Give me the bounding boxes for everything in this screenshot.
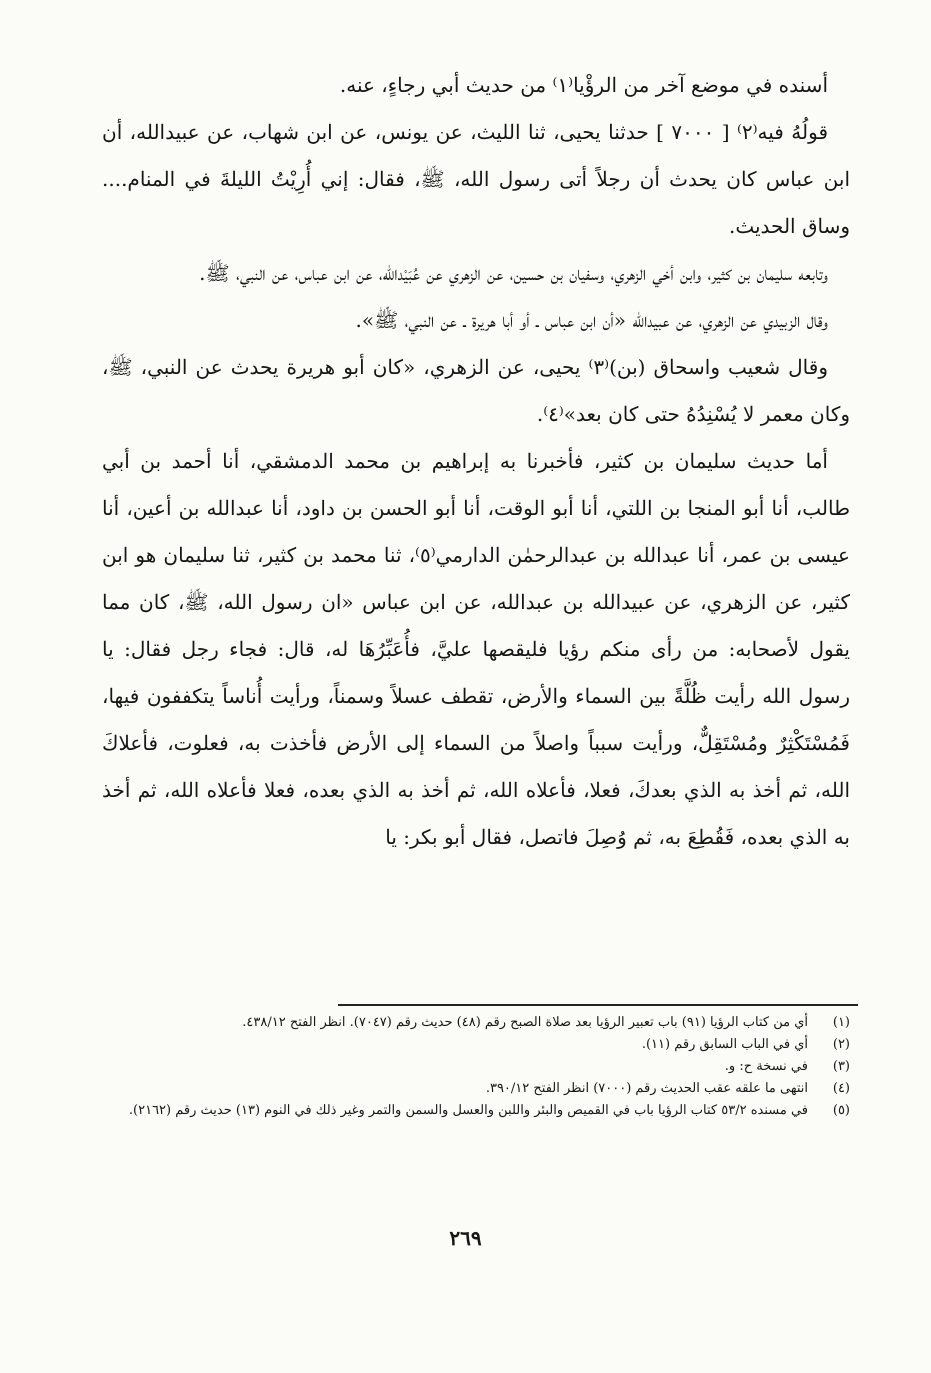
paragraph: وقال شعيب واسحاق (بن)⁽٣⁾ يحيى، عن الزهري، «كان أبو هريرة يحدث عن النبي، ﷺ، وكان معمر لا يُسْنِدُهُ حتى كان بعد»⁽٤⁾. xyxy=(102,355,850,426)
footnote-number: (٤) xyxy=(832,1081,850,1096)
footnote xyxy=(102,1056,850,1078)
footnote xyxy=(102,1034,850,1056)
footnote-number: (٢) xyxy=(832,1037,850,1052)
footnote xyxy=(102,1078,850,1100)
footnote-text: أي في الباب السابق رقم (١١). xyxy=(641,1037,808,1052)
footnote-text: في نسخة ح: و. xyxy=(724,1059,808,1074)
footnote xyxy=(102,1012,850,1034)
footnotes xyxy=(102,1012,850,1122)
footnote-text: انتهى ما علقه عقب الحديث رقم (٧٠٠٠) انظر الفتح ٣٩٠/١٢. xyxy=(485,1081,808,1096)
footnote-number: (٥) xyxy=(832,1103,850,1118)
main-text xyxy=(102,62,850,861)
footnote-number: (٣) xyxy=(832,1059,850,1074)
paragraph: أسنده في موضع آخر من الرؤْيا⁽١⁾ من حديث أبي رجاءٍ، عنه. xyxy=(339,73,828,97)
paragraph: أما حديث سليمان بن كثير، فأخبرنا به إبراهيم بن محمد الدمشقي، أنا أحمد بن أبي طالب، أنا أبو المنجا بن اللتي، أنا أبو الوقت، أنا أبو الحسن بن داود، أنا عبدالله بن أعين، أنا عيسى بن عمر، أنا عبدالله بن عبدالرحمٰن الدارمي⁽٥⁾، ثنا محمد بن كثير، ثنا سليمان هو ابن كثير، عن الزهري، عن عبيدالله بن عبدالله، عن ابن عباس «ان رسول الله، ﷺ، كان مما يقول لأصحابه: من رأى منكم رؤيا فليقصها عليَّ، فأُعَبِّرُهَا له، قال: فجاء رجل فقال: يا رسول الله رأيت ظُلَّةً بين السماء والأرض، تقطف عسلاً وسمناً، ورأيت أُناساً يتكففون فيها، فَمُسْتَكْثِرٌ ومُسْتَقِلٌّ، ورأيت سبباً واصلاً من السماء إلى الأرض فأخذت به، فعلوت، فأعلاكَ الله، ثم أخذ به الذي بعدكَ، فعلا، فأعلاه الله، ثم أخذ به الذي بعده، فعلا فأعلاه الله، ثم أخذ به الذي بعده، فَقُطِعَ به، ثم وُصِلَ فاتصل، فقال أبو بكر: يا xyxy=(102,449,851,849)
footnote-text: أي من كتاب الرؤيا (٩١) باب تعبير الرؤيا بعد صلاة الصبح رقم (٤٨) حديث رقم (٧٠٤٧). انظر الفتح ٤٣٨/١٢. xyxy=(242,1015,808,1030)
paragraph: وقال الزبيدي عن الزهري، عن عبيدالله «أن ابن عباس ـ أو أبا هريرة ـ عن النبي، ﷺ». xyxy=(355,308,828,332)
page-number: ٢٦٩ xyxy=(449,1226,482,1250)
footnote-separator xyxy=(338,1004,858,1006)
paragraph: وتابعه سليمان بن كثير، وابن أخي الزهري، وسفيان بن حسين، عن الزهري عن عُبَيْدالله، عن ابن عباس، عن النبي، ﷺ. xyxy=(199,261,828,285)
footnote xyxy=(102,1100,850,1122)
footnote-text: في مسنده ٥٣/٢ كتاب الرؤيا باب في القميص والبئر واللبن والعسل والسمن والتمر وغير ذلك في النوم (١٣) حديث رقم (٢١٦٢). xyxy=(128,1103,808,1118)
paragraph: قولُهُ فيه⁽٢⁾ [ ٧٠٠٠ ] حدثنا يحيى، ثنا الليث، عن يونس، عن ابن شهاب، عن عبيدالله، أن ابن عباس كان يحدث أن رجلاً أتى رسول الله، ﷺ، فقال: إني أُرِيْتُ الليلةَ في المنام.... وساق الحديث. xyxy=(102,120,850,238)
footnote-number: (١) xyxy=(832,1015,850,1030)
